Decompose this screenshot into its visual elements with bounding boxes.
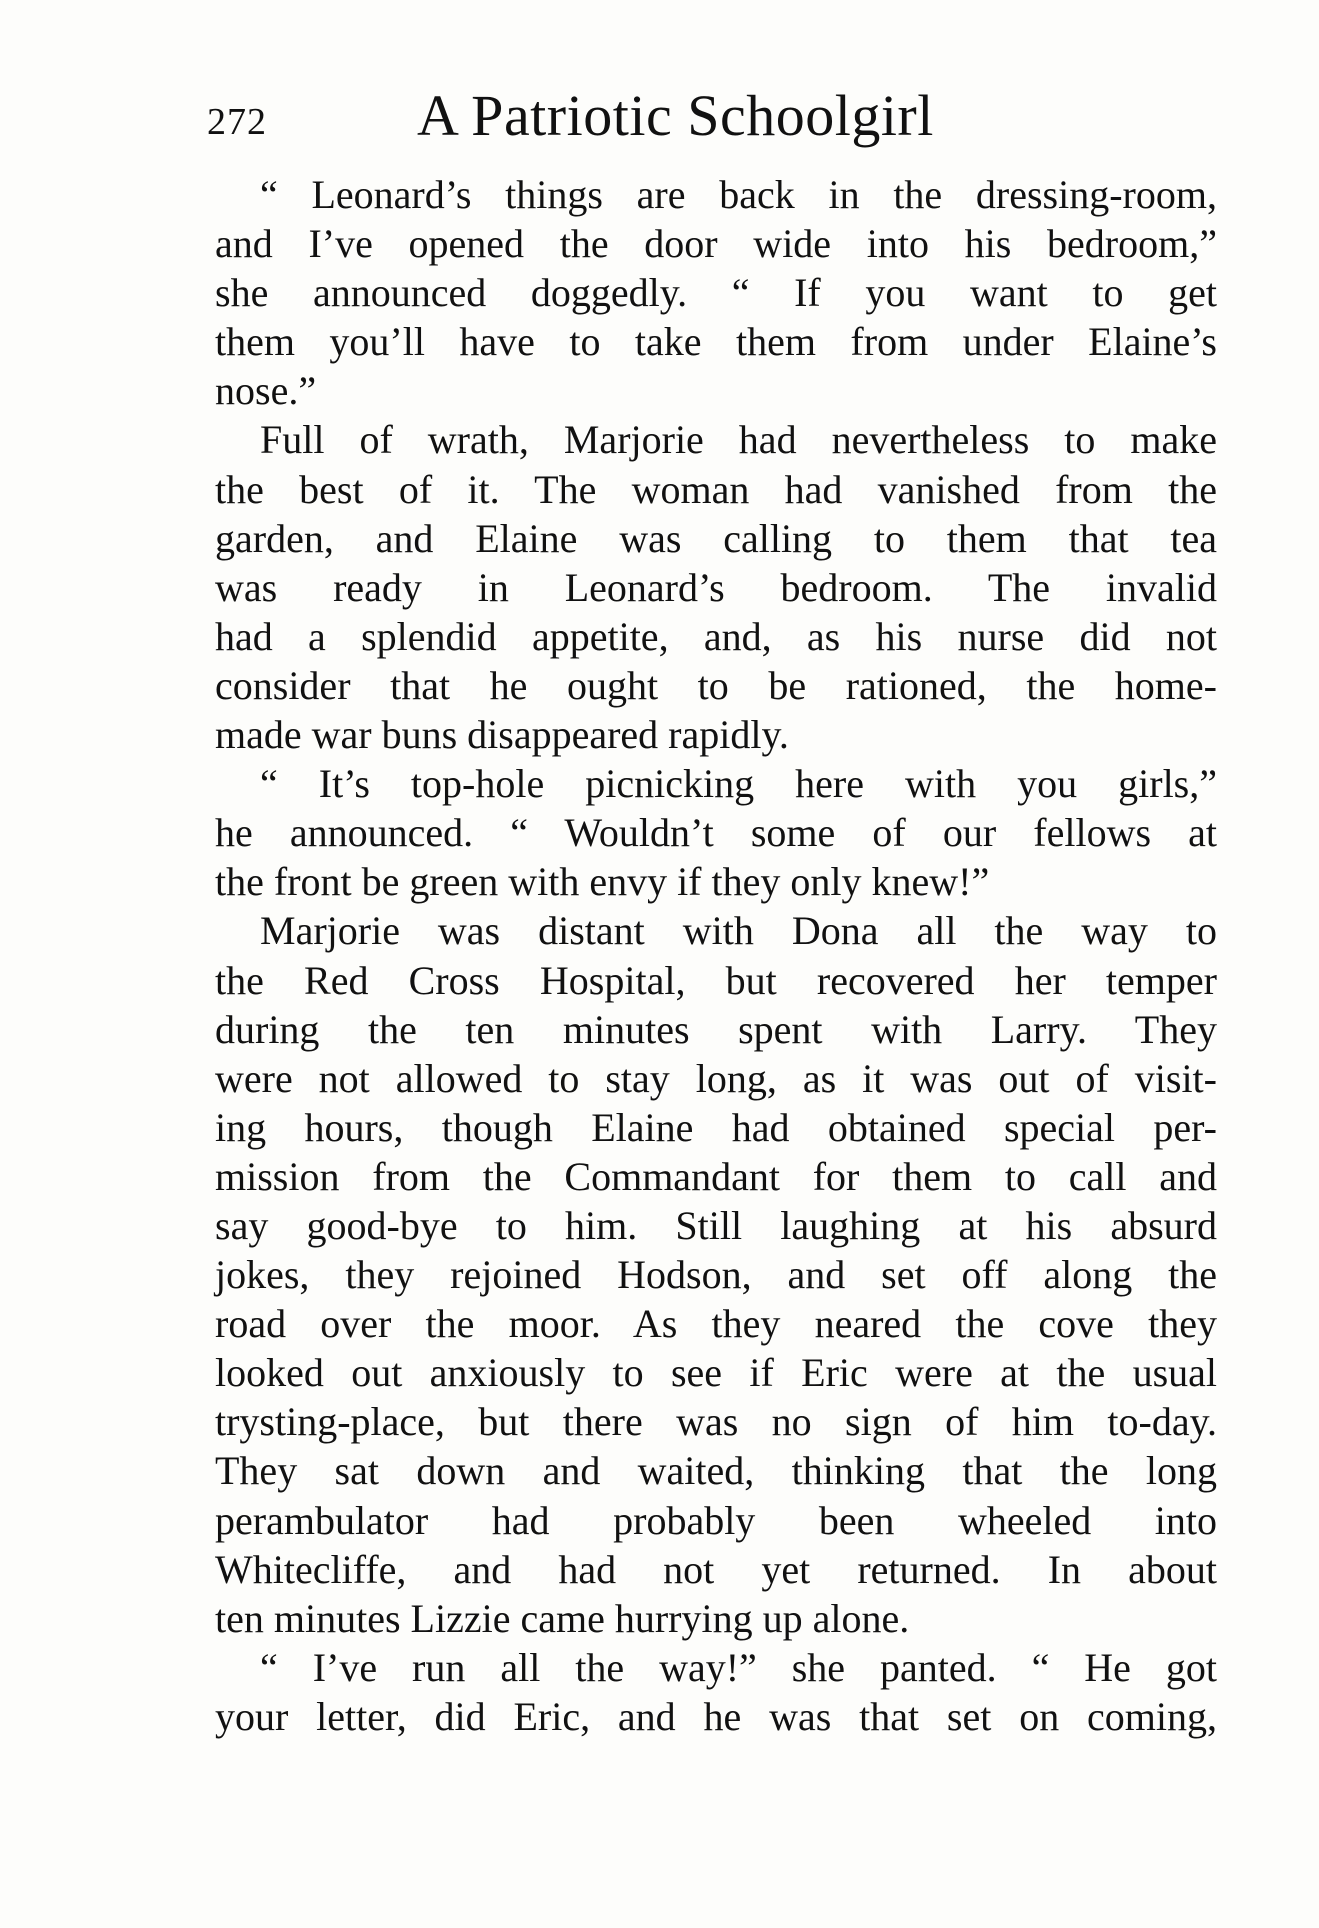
text-line: had a splendid appetite, and, as his nurse did not: [215, 613, 1217, 659]
text-line: the front be green with envy if they only knew!”: [215, 859, 990, 905]
text-line: and I’ve opened the door wide into his bedroom,”: [215, 221, 1217, 267]
text-line: consider that he ought to be rationed, the home-: [215, 662, 1217, 708]
text-line: road over the moor. As they neared the cove they: [215, 1301, 1217, 1347]
book-title: A Patriotic Schoolgirl: [417, 83, 934, 148]
text-line: say good-bye to him. Still laughing at his absurd: [215, 1202, 1217, 1248]
text-line: during the ten minutes spent with Larry. They: [215, 1006, 1217, 1052]
text-line: mission from the Commandant for them to call and: [215, 1153, 1217, 1199]
text-line: the best of it. The woman had vanished from the: [215, 466, 1217, 512]
paragraph: [215, 415, 1217, 759]
text-line: Marjorie was distant with Dona all the way to: [260, 908, 1217, 954]
text-line: looked out anxiously to see if Eric were at the usual: [215, 1350, 1217, 1396]
text-line: “ Leonard’s things are back in the dressing-room,: [260, 172, 1217, 217]
text-line: Whitecliffe, and had not yet returned. In about: [215, 1546, 1217, 1592]
text-line: he announced. “ Wouldn’t some of our fellows at: [215, 810, 1217, 856]
text-line: ten minutes Lizzie came hurrying up alone.: [215, 1595, 910, 1641]
text-line: nose.”: [215, 368, 317, 414]
text-line: trysting-place, but there was no sign of him to-day.: [215, 1399, 1217, 1445]
running-head: [207, 82, 1217, 162]
page-number: 272: [207, 101, 267, 143]
paragraph: [215, 759, 1217, 906]
text-line: was ready in Leonard’s bedroom. The invalid: [215, 564, 1217, 610]
text-line: she announced doggedly. “ If you want to get: [215, 270, 1217, 316]
body-text: [215, 170, 1217, 1741]
text-line: jokes, they rejoined Hodson, and set off along the: [215, 1252, 1217, 1298]
text-line: They sat down and waited, thinking that the long: [215, 1448, 1217, 1494]
text-line: the Red Cross Hospital, but recovered her temper: [215, 957, 1217, 1003]
text-line: garden, and Elaine was calling to them that tea: [215, 515, 1217, 561]
text-line: ing hours, though Elaine had obtained special per-: [215, 1104, 1217, 1150]
text-line: perambulator had probably been wheeled into: [215, 1497, 1217, 1543]
text-line: “ I’ve run all the way!” she panted. “ He got: [260, 1644, 1217, 1690]
text-line: “ It’s top-hole picnicking here with you girls,”: [260, 761, 1217, 807]
text-line: them you’ll have to take them from under Elaine’s: [215, 319, 1217, 365]
text-line: were not allowed to stay long, as it was out of visit-: [215, 1055, 1217, 1101]
paragraph: [215, 170, 1217, 415]
text-line: your letter, did Eric, and he was that set on coming,: [215, 1693, 1217, 1739]
text-line: Full of wrath, Marjorie had nevertheless to make: [260, 417, 1217, 463]
paragraph: [215, 906, 1217, 1642]
text-line: made war buns disappeared rapidly.: [215, 712, 789, 758]
paragraph: [215, 1643, 1217, 1741]
